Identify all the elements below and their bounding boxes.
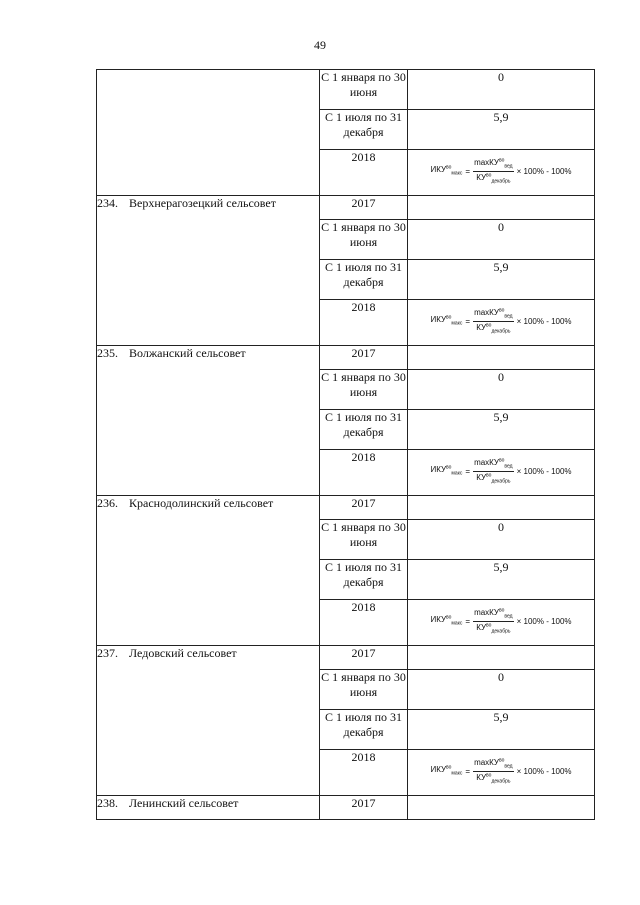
year-cell: 2017 — [320, 796, 408, 820]
formula-den-text: КУ — [476, 622, 487, 632]
settlement-number: 235. — [97, 346, 118, 360]
period-cell: С 1 января по 30 июня — [320, 220, 408, 260]
year-cell: 2018 — [320, 600, 408, 646]
formula-lhs — [430, 465, 462, 477]
settlement-name-cell — [97, 646, 320, 796]
formula-numerator — [473, 158, 514, 172]
index-formula — [408, 458, 594, 484]
table-row — [97, 70, 595, 110]
period-cell: С 1 июля по 31 декабря — [320, 260, 408, 300]
formula-num-sub: вед — [504, 763, 513, 770]
value-cell: 0 — [408, 370, 595, 410]
formula-lhs-sup: во — [446, 614, 452, 621]
formula-num-sup: во — [499, 157, 505, 164]
value-cell — [408, 346, 595, 370]
formula-lhs-sub: макс — [451, 770, 463, 777]
formula-fraction — [473, 608, 514, 634]
formula-denominator — [475, 472, 511, 485]
formula-lhs-sub: макс — [451, 620, 463, 627]
formula-num-sup: во — [499, 457, 505, 464]
formula-num-sub: вед — [504, 613, 513, 620]
value-cell: 5,9 — [408, 410, 595, 450]
formula-cell — [408, 600, 595, 646]
formula-tail: × 100% - 100% — [516, 616, 572, 626]
formula-equals: = — [465, 166, 471, 176]
index-formula — [408, 308, 594, 334]
period-cell: С 1 июля по 31 декабря — [320, 410, 408, 450]
formula-lhs-text: ИКУ — [430, 165, 447, 175]
index-formula — [408, 758, 594, 784]
page-number: 49 — [314, 38, 326, 52]
formula-lhs — [430, 315, 462, 327]
settlement-name: Краснодолинский сельсовет — [129, 496, 274, 510]
settlement-name: Волжанский сельсовет — [129, 346, 246, 360]
formula-num-text: maxКУ — [474, 758, 500, 767]
table-row — [97, 346, 595, 370]
year-cell: 2018 — [320, 750, 408, 796]
settlement-number: 234. — [97, 196, 118, 210]
index-formula — [408, 608, 594, 634]
formula-den-text: КУ — [476, 772, 487, 782]
formula-den-sup: во — [486, 321, 492, 328]
formula-num-sub: вед — [504, 313, 513, 320]
settlement-number: 237. — [97, 646, 118, 660]
formula-den-sup: во — [486, 771, 492, 778]
formula-fraction — [473, 308, 514, 334]
formula-den-sub: декабрь — [491, 328, 511, 335]
formula-num-sub: вед — [504, 463, 513, 470]
period-cell: С 1 января по 30 июня — [320, 670, 408, 710]
formula-lhs-text: ИКУ — [430, 315, 447, 325]
formula-equals: = — [465, 316, 471, 326]
formula-den-sub: декабрь — [491, 478, 511, 485]
formula-den-sub: декабрь — [491, 778, 511, 785]
formula-num-text: maxКУ — [474, 158, 500, 167]
formula-tail: × 100% - 100% — [516, 316, 572, 326]
formula-cell — [408, 150, 595, 196]
value-cell: 5,9 — [408, 710, 595, 750]
year-cell: 2018 — [320, 150, 408, 196]
value-cell: 5,9 — [408, 260, 595, 300]
formula-num-text: maxКУ — [474, 608, 500, 617]
formula-fraction — [473, 458, 514, 484]
value-cell: 5,9 — [408, 560, 595, 600]
table-row — [97, 646, 595, 670]
value-cell — [408, 496, 595, 520]
period-cell: С 1 июля по 31 декабря — [320, 110, 408, 150]
formula-tail: × 100% - 100% — [516, 166, 572, 176]
formula-equals: = — [465, 766, 471, 776]
formula-lhs-sub: макс — [451, 170, 463, 177]
year-cell: 2018 — [320, 450, 408, 496]
formula-tail: × 100% - 100% — [516, 466, 572, 476]
settlement-name: Ледовский сельсовет — [129, 646, 237, 660]
tariff-table-body — [97, 70, 595, 820]
formula-cell — [408, 300, 595, 346]
year-cell: 2017 — [320, 346, 408, 370]
formula-denominator — [475, 772, 511, 785]
formula-lhs-sub: макс — [451, 320, 463, 327]
formula-lhs-text: ИКУ — [430, 765, 447, 775]
year-cell: 2018 — [320, 300, 408, 346]
formula-den-sup: во — [486, 621, 492, 628]
formula-denominator — [475, 322, 511, 335]
formula-den-sub: декабрь — [491, 178, 511, 185]
formula-lhs — [430, 165, 462, 177]
value-cell: 0 — [408, 70, 595, 110]
settlement-number: 236. — [97, 496, 118, 510]
formula-num-sup: во — [499, 307, 505, 314]
value-cell: 0 — [408, 220, 595, 260]
formula-numerator — [473, 308, 514, 322]
settlement-name-cell — [97, 496, 320, 646]
settlement-name: Ленинский сельсовет — [129, 796, 239, 810]
settlement-number: 238. — [97, 796, 118, 810]
index-formula — [408, 158, 594, 184]
formula-den-sup: во — [486, 471, 492, 478]
settlement-name-cell — [97, 196, 320, 346]
formula-numerator — [473, 608, 514, 622]
formula-numerator — [473, 458, 514, 472]
formula-denominator — [475, 172, 511, 185]
formula-num-text: maxКУ — [474, 458, 500, 467]
formula-lhs-sup: во — [446, 314, 452, 321]
formula-denominator — [475, 622, 511, 635]
period-cell: С 1 января по 30 июня — [320, 370, 408, 410]
formula-lhs-sup: во — [446, 764, 452, 771]
settlement-name-cell — [97, 70, 320, 196]
formula-lhs-sup: во — [446, 464, 452, 471]
formula-den-sub: декабрь — [491, 628, 511, 635]
value-cell: 0 — [408, 520, 595, 560]
formula-den-sup: во — [486, 171, 492, 178]
tariff-table — [96, 69, 595, 820]
value-cell — [408, 796, 595, 820]
formula-lhs-sup: во — [446, 164, 452, 171]
formula-numerator — [473, 758, 514, 772]
table-row — [97, 496, 595, 520]
value-cell — [408, 646, 595, 670]
formula-num-sup: во — [499, 607, 505, 614]
year-cell: 2017 — [320, 646, 408, 670]
year-cell: 2017 — [320, 496, 408, 520]
value-cell — [408, 196, 595, 220]
formula-cell — [408, 750, 595, 796]
formula-den-text: КУ — [476, 172, 487, 182]
table-row — [97, 196, 595, 220]
formula-lhs-text: ИКУ — [430, 465, 447, 475]
settlement-name-cell — [97, 346, 320, 496]
formula-den-text: КУ — [476, 472, 487, 482]
formula-lhs-text: ИКУ — [430, 615, 447, 625]
formula-tail: × 100% - 100% — [516, 766, 572, 776]
formula-num-sub: вед — [504, 163, 513, 170]
year-cell: 2017 — [320, 196, 408, 220]
formula-equals: = — [465, 466, 471, 476]
formula-num-text: maxКУ — [474, 308, 500, 317]
formula-lhs-sub: макс — [451, 470, 463, 477]
settlement-name: Верхнерагозецкий сельсовет — [129, 196, 276, 210]
formula-den-text: КУ — [476, 322, 487, 332]
formula-equals: = — [465, 616, 471, 626]
settlement-name-cell — [97, 796, 320, 820]
formula-lhs — [430, 615, 462, 627]
period-cell: С 1 января по 30 июня — [320, 70, 408, 110]
formula-lhs — [430, 765, 462, 777]
formula-fraction — [473, 158, 514, 184]
formula-num-sup: во — [499, 757, 505, 764]
table-row — [97, 796, 595, 820]
period-cell: С 1 июля по 31 декабря — [320, 710, 408, 750]
formula-cell — [408, 450, 595, 496]
value-cell: 0 — [408, 670, 595, 710]
period-cell: С 1 июля по 31 декабря — [320, 560, 408, 600]
value-cell: 5,9 — [408, 110, 595, 150]
formula-fraction — [473, 758, 514, 784]
period-cell: С 1 января по 30 июня — [320, 520, 408, 560]
